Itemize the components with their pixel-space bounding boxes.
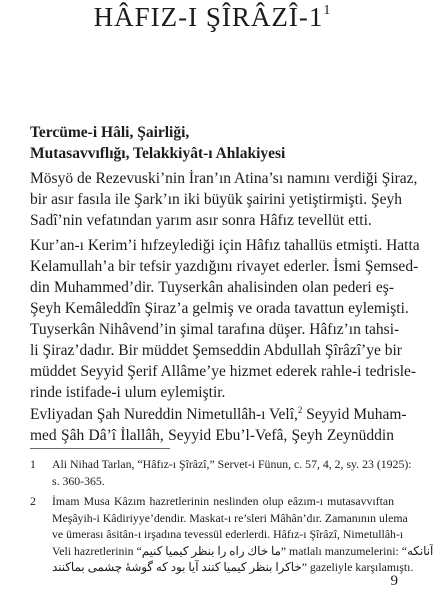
text-line: Sadî’nin vefatından yarım asır sonra Hâfız tevellüt etti. [30,212,372,229]
text-line: Kur’an-ı Kerim’i hıfzeylediği için Hâfız tahallüs etmişti. Hatta [30,237,420,254]
paragraph [30,168,418,231]
text-segment: Seyyid Muham- [302,406,407,424]
text-line: Mösyö de Rezevuski’nin İran’ın Atina’sı namını verdiği Şiraz, [30,170,418,187]
footnote-number: 1 [30,457,36,471]
text-line: li Şiraz’dadır. Bir müddet Şemseddin Abdullah Şîrâzî’ye bir [30,342,402,359]
text-segment: Evliyadan Şah Nureddin Nimetullâh-ı Velî, [30,406,298,424]
text-line: bir asır fasıla ile Şark’ın iki büyük şairini yetiştirmişti. Şeyh [30,191,402,208]
text-line: din Muhammed’dir. Tuyserkân ahalisinden olan pederi eş- [30,279,394,296]
section-heading-line: Tercüme-i Hâli, Şairliği, [30,124,190,141]
footnote-line: İmam Musa Kâzım hazretlerinin neslinden olup eâzım-ı mutasavvıftan [52,494,394,508]
title-footnote-marker[interactable]: 1 [323,3,331,18]
footnote-line: Meşâyih-i Kâdiriyye’dendir. Maskat-ı re’sleri Mâhân’dır. Zamanının ulema [52,510,408,525]
text-line: Kelamullah’a bir tefsir yazdığını rivayet ederler. İsmi Şemsed- [30,258,419,275]
footnote-divider [30,448,170,449]
section-heading [30,122,400,164]
text-line: Tuyserkân Nihâvend’in şimal tarafına düşer. Hâfız’ın tahsi- [30,321,400,338]
footnote-number: 2 [30,494,36,508]
text-line: Şeyh Kemâleddîn Şiraz’a gelmiş ve orada tavattun eylemişti. [30,300,409,317]
footnote-line: Ali Nihad Tarlan, “Hâfız-ı Şîrâzî,” Servet-i Fünun, c. 57, 4, 2, sy. 23 (1925): [52,457,412,471]
paragraph [30,400,407,446]
page-number: 9 [390,573,398,589]
page-title [0,2,424,33]
footnote-body [52,456,412,489]
text-line: rinde istifade-i ulum eylemiştir. [30,384,226,401]
page-title-text: HÂFIZ-I ŞÎRÂZÎ-1 [93,2,324,32]
footnote-line: s. 360-365. [52,473,105,488]
text-line [30,400,407,425]
paragraph [30,235,420,403]
footnote-line: خاكرا بنظر كيميا كنند آيا بود كه گوشهٔ چشمى بماكنند” gazeliyle karşılamıştı. [52,560,414,574]
footnote-line: ve ümerası âsitân-ı irşadına tevessül ederlerdi. Hâfız-ı Şîrâzî, Nimetullâh-ı [52,527,404,541]
text-line: med Şâh Dâ’î İlallâh, Seyyid Ebu’l-Vefâ, Şeyh Zeynüddin [30,427,394,445]
section-heading-line: Mutasavvıflığı, Telakkiyât-ı Ahlakiyesi [30,145,286,162]
footnote-line: Veli hazretlerinin “ما خاك راه را بنظر كيميا كنيم” matlalı manzumelerini: “آنانكه [52,543,433,558]
footnote-body [52,493,433,576]
text-line: müddet Seyyid Şerif Allâme’ye hizmet ederek rahle-i tedrisle- [30,363,417,380]
footnote-ref-marker[interactable]: 2 [297,405,303,415]
